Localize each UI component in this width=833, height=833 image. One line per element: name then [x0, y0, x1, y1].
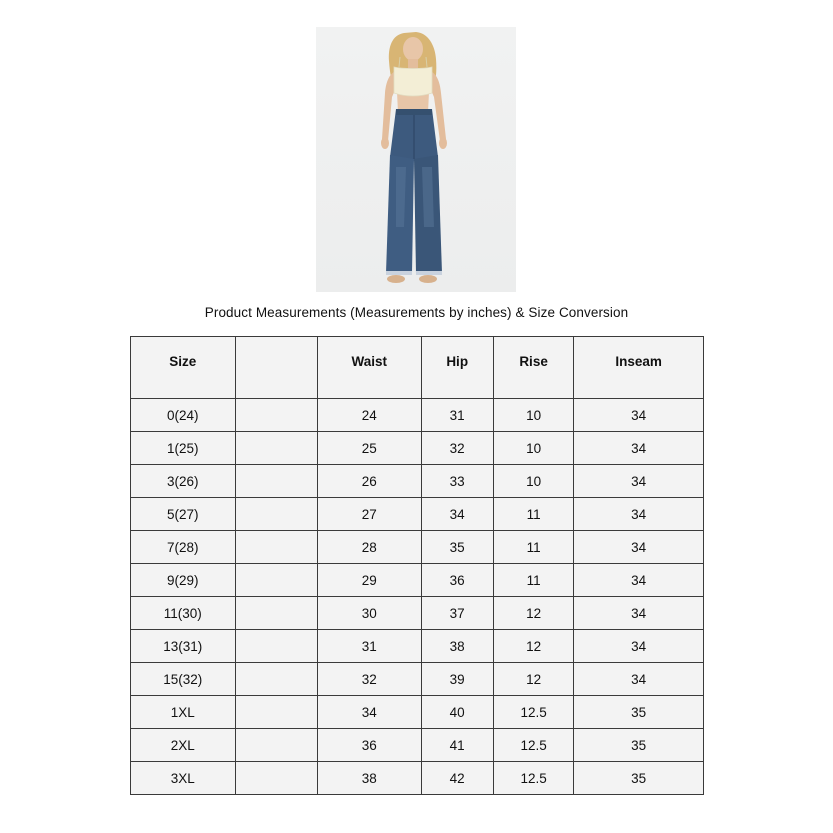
cell-blank — [235, 762, 317, 795]
cell-size: 5(27) — [131, 498, 236, 531]
cell-waist: 27 — [317, 498, 421, 531]
cell-inseam: 34 — [574, 630, 704, 663]
table-row — [131, 729, 704, 762]
product-photo — [316, 27, 516, 292]
header-size: Size — [131, 337, 236, 399]
cell-waist: 31 — [317, 630, 421, 663]
cell-hip: 39 — [421, 663, 493, 696]
cell-waist: 29 — [317, 564, 421, 597]
cell-blank — [235, 696, 317, 729]
measurements-caption: Product Measurements (Measurements by inches) & Size Conversion — [204, 305, 629, 320]
cell-size: 15(32) — [131, 663, 236, 696]
cell-inseam: 34 — [574, 465, 704, 498]
cell-rise: 12.5 — [493, 729, 573, 762]
cell-blank — [235, 531, 317, 564]
size-chart-table — [130, 336, 704, 795]
cell-hip: 41 — [421, 729, 493, 762]
cell-rise: 11 — [493, 498, 573, 531]
cell-blank — [235, 432, 317, 465]
cell-blank — [235, 564, 317, 597]
cell-hip: 33 — [421, 465, 493, 498]
cell-waist: 25 — [317, 432, 421, 465]
cell-rise: 10 — [493, 465, 573, 498]
header-waist: Waist — [317, 337, 421, 399]
table-row — [131, 597, 704, 630]
cell-rise: 11 — [493, 531, 573, 564]
cell-inseam: 34 — [574, 531, 704, 564]
cell-size: 1(25) — [131, 432, 236, 465]
cell-hip: 32 — [421, 432, 493, 465]
table-row — [131, 663, 704, 696]
cell-inseam: 34 — [574, 663, 704, 696]
cell-hip: 38 — [421, 630, 493, 663]
cell-inseam: 35 — [574, 696, 704, 729]
cell-inseam: 34 — [574, 564, 704, 597]
cell-rise: 10 — [493, 432, 573, 465]
cell-waist: 38 — [317, 762, 421, 795]
cell-inseam: 34 — [574, 597, 704, 630]
cell-rise: 11 — [493, 564, 573, 597]
cell-blank — [235, 399, 317, 432]
cell-hip: 42 — [421, 762, 493, 795]
cell-size: 9(29) — [131, 564, 236, 597]
cell-rise: 12 — [493, 663, 573, 696]
cell-hip: 31 — [421, 399, 493, 432]
cell-blank — [235, 465, 317, 498]
cell-size: 3XL — [131, 762, 236, 795]
table-row — [131, 531, 704, 564]
cell-waist: 28 — [317, 531, 421, 564]
cell-rise: 10 — [493, 399, 573, 432]
cell-inseam: 34 — [574, 498, 704, 531]
cell-blank — [235, 663, 317, 696]
cell-inseam: 34 — [574, 432, 704, 465]
cell-size: 11(30) — [131, 597, 236, 630]
cell-blank — [235, 729, 317, 762]
cell-waist: 24 — [317, 399, 421, 432]
cell-size: 1XL — [131, 696, 236, 729]
cell-rise: 12.5 — [493, 696, 573, 729]
table-row — [131, 630, 704, 663]
cell-rise: 12.5 — [493, 762, 573, 795]
header-blank — [235, 337, 317, 399]
table-row — [131, 432, 704, 465]
cell-inseam: 35 — [574, 729, 704, 762]
cell-waist: 26 — [317, 465, 421, 498]
cell-hip: 40 — [421, 696, 493, 729]
cell-size: 7(28) — [131, 531, 236, 564]
cell-blank — [235, 498, 317, 531]
cell-hip: 34 — [421, 498, 493, 531]
table-row — [131, 762, 704, 795]
table-row — [131, 564, 704, 597]
cell-hip: 35 — [421, 531, 493, 564]
cell-blank — [235, 630, 317, 663]
cell-rise: 12 — [493, 630, 573, 663]
table-row — [131, 696, 704, 729]
cell-waist: 30 — [317, 597, 421, 630]
table-header-row — [131, 337, 704, 399]
table-body — [131, 399, 704, 795]
header-rise: Rise — [493, 337, 573, 399]
cell-waist: 32 — [317, 663, 421, 696]
table-row — [131, 399, 704, 432]
cell-size: 3(26) — [131, 465, 236, 498]
table-row — [131, 465, 704, 498]
header-hip: Hip — [421, 337, 493, 399]
cell-hip: 36 — [421, 564, 493, 597]
cell-inseam: 34 — [574, 399, 704, 432]
table-row — [131, 498, 704, 531]
model-jeans-illustration — [316, 27, 516, 292]
cell-blank — [235, 597, 317, 630]
cell-inseam: 35 — [574, 762, 704, 795]
cell-size: 13(31) — [131, 630, 236, 663]
cell-waist: 36 — [317, 729, 421, 762]
cell-size: 2XL — [131, 729, 236, 762]
cell-waist: 34 — [317, 696, 421, 729]
header-inseam: Inseam — [574, 337, 704, 399]
cell-hip: 37 — [421, 597, 493, 630]
cell-size: 0(24) — [131, 399, 236, 432]
cell-rise: 12 — [493, 597, 573, 630]
